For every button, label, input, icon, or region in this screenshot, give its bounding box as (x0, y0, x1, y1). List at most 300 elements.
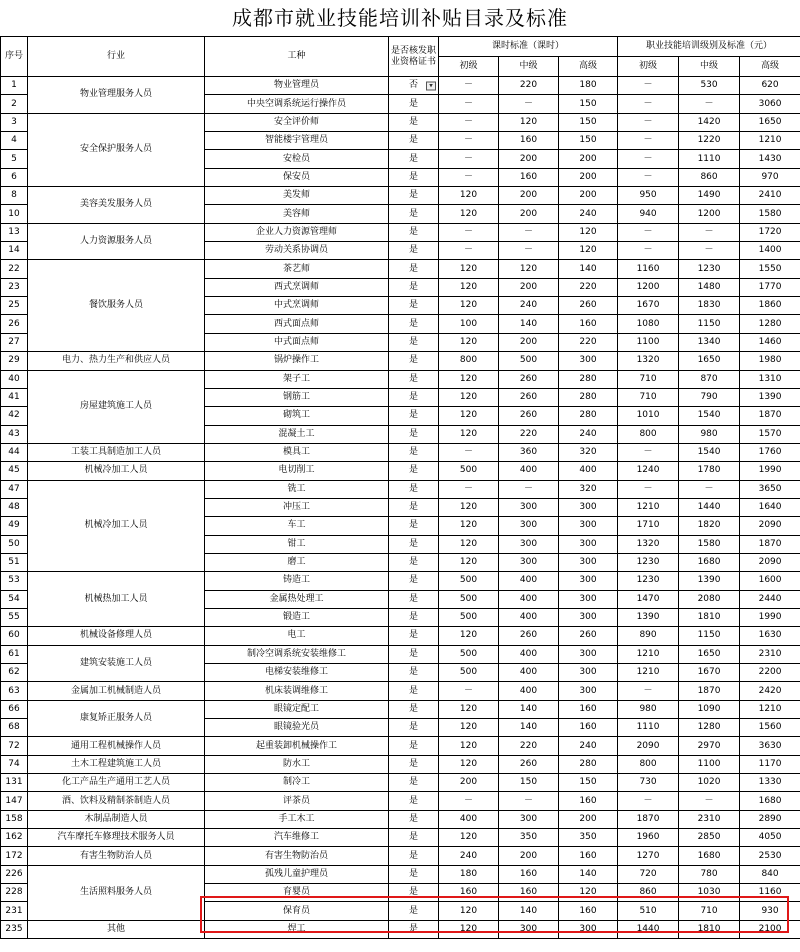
row-subsidy-middle: 1810 (679, 920, 740, 938)
row-cert (389, 260, 439, 278)
row-cert[interactable] (389, 77, 439, 95)
row-cert (389, 517, 439, 535)
row-subsidy-junior: 1270 (618, 847, 679, 865)
row-seq: 40 (1, 370, 28, 388)
row-hours-junior: － (439, 113, 499, 131)
row-subsidy-senior: 2890 (740, 810, 800, 828)
row-hours-junior: 120 (439, 627, 499, 645)
row-cert-value: 是 (408, 98, 418, 109)
row-hours-senior: 320 (559, 480, 618, 498)
row-subsidy-senior: 2440 (740, 590, 800, 608)
row-cert-value: 是 (408, 758, 418, 769)
row-job: 防水工 (205, 755, 389, 773)
row-hours-middle: 200 (499, 847, 559, 865)
row-subsidy-middle: 1100 (679, 755, 740, 773)
row-subsidy-middle: 1230 (679, 260, 740, 278)
row-hours-junior: 500 (439, 608, 499, 626)
row-cert (389, 700, 439, 718)
row-cert (389, 737, 439, 755)
row-subsidy-senior: 1310 (740, 370, 800, 388)
row-seq: 5 (1, 150, 28, 168)
row-hours-middle: 200 (499, 278, 559, 296)
row-hours-middle: 400 (499, 590, 559, 608)
row-subsidy-senior: 1870 (740, 407, 800, 425)
row-hours-middle: 120 (499, 113, 559, 131)
row-subsidy-junior: 1870 (618, 810, 679, 828)
row-hours-middle: 260 (499, 388, 559, 406)
row-cert-value: 是 (408, 630, 418, 641)
row-hours-junior: 500 (439, 664, 499, 682)
row-hours-junior: 120 (439, 498, 499, 516)
filter-dropdown-icon[interactable]: ▾ (426, 81, 436, 90)
row-seq: 50 (1, 535, 28, 553)
row-seq: 41 (1, 388, 28, 406)
row-cert (389, 425, 439, 443)
row-subsidy-junior: 730 (618, 774, 679, 792)
row-seq: 14 (1, 242, 28, 260)
row-industry: 有害生物防治人员 (28, 847, 205, 865)
row-hours-junior: － (439, 168, 499, 186)
row-cert-value: 是 (408, 923, 418, 934)
row-industry: 康复矫正服务人员 (28, 700, 205, 737)
row-hours-senior: 150 (559, 113, 618, 131)
row-job: 磨工 (205, 553, 389, 571)
row-seq: 63 (1, 682, 28, 700)
row-hours-junior: 500 (439, 645, 499, 663)
row-job: 铸造工 (205, 572, 389, 590)
row-cert (389, 407, 439, 425)
row-cert-value: 是 (408, 300, 418, 311)
row-hours-junior: 120 (439, 553, 499, 571)
row-industry: 机械设备修理人员 (28, 627, 205, 645)
subsidy-table (0, 36, 800, 939)
row-hours-senior: 400 (559, 462, 618, 480)
row-industry: 木制品制造人员 (28, 810, 205, 828)
row-cert-value: 是 (408, 612, 418, 623)
row-cert-value: 是 (408, 428, 418, 439)
row-subsidy-senior: 1170 (740, 755, 800, 773)
row-hours-junior: 120 (439, 407, 499, 425)
row-industry: 餐饮服务人员 (28, 260, 205, 352)
row-cert-value: 是 (408, 813, 418, 824)
row-subsidy-middle: 1090 (679, 700, 740, 718)
row-subsidy-junior: 940 (618, 205, 679, 223)
row-subsidy-middle: 1680 (679, 553, 740, 571)
row-seq: 51 (1, 553, 28, 571)
row-hours-senior: 200 (559, 150, 618, 168)
row-seq: 72 (1, 737, 28, 755)
row-cert-value: 是 (408, 116, 418, 127)
row-subsidy-senior: 4050 (740, 829, 800, 847)
row-subsidy-senior: 2090 (740, 517, 800, 535)
row-cert-value: 是 (408, 373, 418, 384)
row-subsidy-middle: 710 (679, 902, 740, 920)
row-subsidy-junior: － (618, 242, 679, 260)
row-subsidy-senior: 1630 (740, 627, 800, 645)
row-subsidy-junior: 1080 (618, 315, 679, 333)
row-hours-middle: － (499, 792, 559, 810)
row-cert-value: 是 (408, 538, 418, 549)
row-seq: 74 (1, 755, 28, 773)
row-hours-senior: 180 (559, 77, 618, 95)
row-seq: 68 (1, 719, 28, 737)
row-hours-junior: 240 (439, 847, 499, 865)
row-subsidy-junior: 1470 (618, 590, 679, 608)
row-subsidy-senior: 2410 (740, 187, 800, 205)
row-hours-senior: 120 (559, 242, 618, 260)
row-job: 劳动关系协调员 (205, 242, 389, 260)
header-hours-middle: 中级 (499, 57, 559, 77)
row-hours-middle: 220 (499, 77, 559, 95)
row-job: 西式面点师 (205, 315, 389, 333)
row-subsidy-junior: 950 (618, 187, 679, 205)
table-row (1, 370, 800, 388)
row-industry: 电力、热力生产和供应人员 (28, 352, 205, 370)
row-subsidy-junior: 980 (618, 700, 679, 718)
row-hours-senior: 160 (559, 700, 618, 718)
row-hours-middle: 350 (499, 829, 559, 847)
row-subsidy-junior: 1320 (618, 535, 679, 553)
row-hours-junior: 120 (439, 260, 499, 278)
row-hours-senior: 160 (559, 315, 618, 333)
row-hours-junior: 120 (439, 902, 499, 920)
row-cert-value: 是 (408, 392, 418, 403)
row-cert (389, 370, 439, 388)
row-seq: 228 (1, 884, 28, 902)
row-industry: 机械冷加工人员 (28, 480, 205, 572)
row-subsidy-middle: 1440 (679, 498, 740, 516)
row-hours-senior: 300 (559, 608, 618, 626)
row-seq: 8 (1, 187, 28, 205)
row-hours-middle: 140 (499, 902, 559, 920)
row-hours-senior: 300 (559, 572, 618, 590)
row-cert (389, 535, 439, 553)
row-cert (389, 682, 439, 700)
row-subsidy-middle: 1390 (679, 572, 740, 590)
row-hours-senior: 300 (559, 498, 618, 516)
row-subsidy-senior: 1400 (740, 242, 800, 260)
row-subsidy-middle: 1680 (679, 847, 740, 865)
row-hours-junior: 120 (439, 297, 499, 315)
row-cert (389, 150, 439, 168)
row-hours-middle: 300 (499, 517, 559, 535)
row-seq: 45 (1, 462, 28, 480)
row-cert (389, 884, 439, 902)
row-seq: 54 (1, 590, 28, 608)
row-job: 安全评价师 (205, 113, 389, 131)
row-cert (389, 608, 439, 626)
row-cert (389, 847, 439, 865)
row-job: 育婴员 (205, 884, 389, 902)
row-subsidy-senior: 2090 (740, 553, 800, 571)
row-job: 手工木工 (205, 810, 389, 828)
row-seq: 131 (1, 774, 28, 792)
table-row (1, 774, 800, 792)
row-subsidy-middle: － (679, 480, 740, 498)
row-cert (389, 902, 439, 920)
row-seq: 66 (1, 700, 28, 718)
row-subsidy-senior: 1770 (740, 278, 800, 296)
row-subsidy-middle: 2970 (679, 737, 740, 755)
row-subsidy-middle: 1830 (679, 297, 740, 315)
row-seq: 2 (1, 95, 28, 113)
row-hours-junior: － (439, 480, 499, 498)
row-hours-middle: 400 (499, 664, 559, 682)
row-industry: 机械热加工人员 (28, 572, 205, 627)
row-subsidy-junior: － (618, 95, 679, 113)
row-subsidy-senior: 1600 (740, 572, 800, 590)
row-subsidy-senior: 1980 (740, 352, 800, 370)
row-hours-senior: 280 (559, 407, 618, 425)
row-job: 锅炉操作工 (205, 352, 389, 370)
row-job: 西式烹调师 (205, 278, 389, 296)
row-cert (389, 223, 439, 241)
row-cert-value: 是 (408, 153, 418, 164)
row-subsidy-middle: 860 (679, 168, 740, 186)
row-hours-middle: 260 (499, 627, 559, 645)
row-hours-middle: 160 (499, 132, 559, 150)
row-subsidy-middle: 1150 (679, 315, 740, 333)
row-hours-junior: 500 (439, 590, 499, 608)
row-hours-senior: 300 (559, 682, 618, 700)
header-hours-group: 课时标准（课时） (439, 37, 618, 57)
row-cert (389, 443, 439, 461)
row-hours-junior: － (439, 223, 499, 241)
table-row (1, 700, 800, 718)
row-cert-value: 是 (408, 483, 418, 494)
row-hours-senior: 240 (559, 737, 618, 755)
row-hours-middle: 140 (499, 700, 559, 718)
row-cert-value: 否 (408, 80, 418, 91)
row-subsidy-junior: 710 (618, 388, 679, 406)
row-hours-junior: 120 (439, 719, 499, 737)
row-subsidy-senior: 3630 (740, 737, 800, 755)
row-cert-value: 是 (408, 208, 418, 219)
row-seq: 147 (1, 792, 28, 810)
row-hours-senior: 220 (559, 278, 618, 296)
row-hours-middle: 200 (499, 187, 559, 205)
header-industry: 行业 (28, 37, 205, 77)
row-hours-junior: 120 (439, 829, 499, 847)
row-job: 孤残儿童护理员 (205, 865, 389, 883)
row-hours-senior: 150 (559, 95, 618, 113)
row-industry: 其他 (28, 920, 205, 938)
row-cert-value: 是 (408, 171, 418, 182)
row-cert (389, 278, 439, 296)
row-subsidy-junior: 1240 (618, 462, 679, 480)
row-subsidy-junior: － (618, 168, 679, 186)
row-subsidy-junior: 1390 (618, 608, 679, 626)
row-cert-value: 是 (408, 575, 418, 586)
row-subsidy-junior: 1210 (618, 645, 679, 663)
row-cert (389, 297, 439, 315)
row-subsidy-middle: 1110 (679, 150, 740, 168)
table-row (1, 443, 800, 461)
row-hours-senior: 160 (559, 719, 618, 737)
row-seq: 55 (1, 608, 28, 626)
row-cert-value: 是 (408, 318, 418, 329)
row-seq: 26 (1, 315, 28, 333)
row-subsidy-middle: 1200 (679, 205, 740, 223)
row-hours-junior: 120 (439, 535, 499, 553)
row-hours-middle: 220 (499, 737, 559, 755)
row-seq: 4 (1, 132, 28, 150)
row-hours-senior: 280 (559, 388, 618, 406)
header-subsidy-group: 职业技能培训级别及标准（元） (618, 37, 800, 57)
row-seq: 53 (1, 572, 28, 590)
row-hours-junior: 100 (439, 315, 499, 333)
row-cert-value: 是 (408, 593, 418, 604)
row-subsidy-junior: 1200 (618, 278, 679, 296)
row-job: 钳工 (205, 535, 389, 553)
row-subsidy-junior: 1160 (618, 260, 679, 278)
row-cert-value: 是 (408, 355, 418, 366)
row-hours-senior: 140 (559, 865, 618, 883)
row-hours-senior: 350 (559, 829, 618, 847)
row-hours-junior: 200 (439, 774, 499, 792)
row-seq: 1 (1, 77, 28, 95)
row-cert-value: 是 (408, 502, 418, 513)
row-cert (389, 205, 439, 223)
row-subsidy-junior: 1110 (618, 719, 679, 737)
row-subsidy-middle: 1340 (679, 333, 740, 351)
row-cert-value: 是 (408, 190, 418, 201)
row-cert (389, 810, 439, 828)
row-seq: 42 (1, 407, 28, 425)
row-hours-senior: 200 (559, 810, 618, 828)
row-subsidy-middle: 1820 (679, 517, 740, 535)
row-seq: 49 (1, 517, 28, 535)
row-cert-value: 是 (408, 336, 418, 347)
row-hours-senior: 280 (559, 755, 618, 773)
row-hours-middle: 200 (499, 333, 559, 351)
row-seq: 62 (1, 664, 28, 682)
row-industry: 生活照料服务人员 (28, 865, 205, 920)
row-subsidy-junior: 1210 (618, 664, 679, 682)
row-seq: 27 (1, 333, 28, 351)
table-row (1, 810, 800, 828)
row-cert (389, 187, 439, 205)
row-cert (389, 719, 439, 737)
row-cert (389, 168, 439, 186)
row-subsidy-junior: 860 (618, 884, 679, 902)
row-seq: 43 (1, 425, 28, 443)
table-row (1, 113, 800, 131)
row-hours-junior: 180 (439, 865, 499, 883)
row-hours-senior: 200 (559, 168, 618, 186)
row-subsidy-junior: － (618, 792, 679, 810)
table-row (1, 572, 800, 590)
row-job: 电切削工 (205, 462, 389, 480)
row-hours-middle: 240 (499, 297, 559, 315)
table-row (1, 187, 800, 205)
row-cert-value: 是 (408, 447, 418, 458)
row-subsidy-middle: 1480 (679, 278, 740, 296)
row-cert (389, 113, 439, 131)
row-subsidy-junior: 800 (618, 755, 679, 773)
row-subsidy-senior: 1550 (740, 260, 800, 278)
row-hours-junior: － (439, 242, 499, 260)
row-subsidy-junior: 1960 (618, 829, 679, 847)
header-hours-junior: 初级 (439, 57, 499, 77)
row-hours-middle: 260 (499, 755, 559, 773)
row-subsidy-junior: － (618, 77, 679, 95)
table-row (1, 865, 800, 883)
row-job: 汽车维修工 (205, 829, 389, 847)
row-subsidy-senior: 2530 (740, 847, 800, 865)
header-subsidy-junior: 初级 (618, 57, 679, 77)
row-subsidy-junior: 510 (618, 902, 679, 920)
row-industry: 汽车摩托车修理技术服务人员 (28, 829, 205, 847)
row-subsidy-junior: 1710 (618, 517, 679, 535)
row-job: 电工 (205, 627, 389, 645)
row-hours-senior: 150 (559, 132, 618, 150)
row-subsidy-senior: 1720 (740, 223, 800, 241)
row-subsidy-junior: － (618, 132, 679, 150)
row-cert (389, 352, 439, 370)
row-cert (389, 865, 439, 883)
row-hours-senior: 120 (559, 223, 618, 241)
row-subsidy-senior: 3650 (740, 480, 800, 498)
row-seq: 48 (1, 498, 28, 516)
row-subsidy-junior: － (618, 480, 679, 498)
row-subsidy-middle: 1150 (679, 627, 740, 645)
row-hours-senior: 240 (559, 425, 618, 443)
row-seq: 23 (1, 278, 28, 296)
row-subsidy-senior: 1330 (740, 774, 800, 792)
row-hours-middle: 400 (499, 572, 559, 590)
row-job: 中式面点师 (205, 333, 389, 351)
row-subsidy-middle: 1220 (679, 132, 740, 150)
row-hours-junior: － (439, 95, 499, 113)
row-subsidy-middle: 2310 (679, 810, 740, 828)
row-subsidy-junior: 1230 (618, 553, 679, 571)
row-cert (389, 333, 439, 351)
row-subsidy-junior: 1670 (618, 297, 679, 315)
row-job: 车工 (205, 517, 389, 535)
row-hours-junior: 120 (439, 187, 499, 205)
row-cert (389, 315, 439, 333)
row-subsidy-senior: 1210 (740, 132, 800, 150)
row-hours-junior: － (439, 132, 499, 150)
row-cert-value: 是 (408, 667, 418, 678)
row-job: 钢筋工 (205, 388, 389, 406)
row-job: 中式烹调师 (205, 297, 389, 315)
row-hours-middle: 220 (499, 425, 559, 443)
row-job: 眼镜验光员 (205, 719, 389, 737)
row-hours-middle: 120 (499, 260, 559, 278)
row-cert-value: 是 (408, 263, 418, 274)
row-job: 制冷工 (205, 774, 389, 792)
row-job: 安检员 (205, 150, 389, 168)
row-cert (389, 132, 439, 150)
row-hours-senior: 150 (559, 774, 618, 792)
row-subsidy-middle: 1810 (679, 608, 740, 626)
row-subsidy-junior: 720 (618, 865, 679, 883)
row-subsidy-junior: 890 (618, 627, 679, 645)
row-job: 混凝土工 (205, 425, 389, 443)
row-seq: 29 (1, 352, 28, 370)
row-industry: 房屋建筑施工人员 (28, 370, 205, 443)
row-job: 金属热处理工 (205, 590, 389, 608)
row-hours-middle: 400 (499, 645, 559, 663)
row-industry: 物业管理服务人员 (28, 77, 205, 114)
row-job: 砌筑工 (205, 407, 389, 425)
row-cert-value: 是 (408, 905, 418, 916)
row-cert-value: 是 (408, 245, 418, 256)
row-subsidy-middle: － (679, 242, 740, 260)
row-job: 焊工 (205, 920, 389, 938)
